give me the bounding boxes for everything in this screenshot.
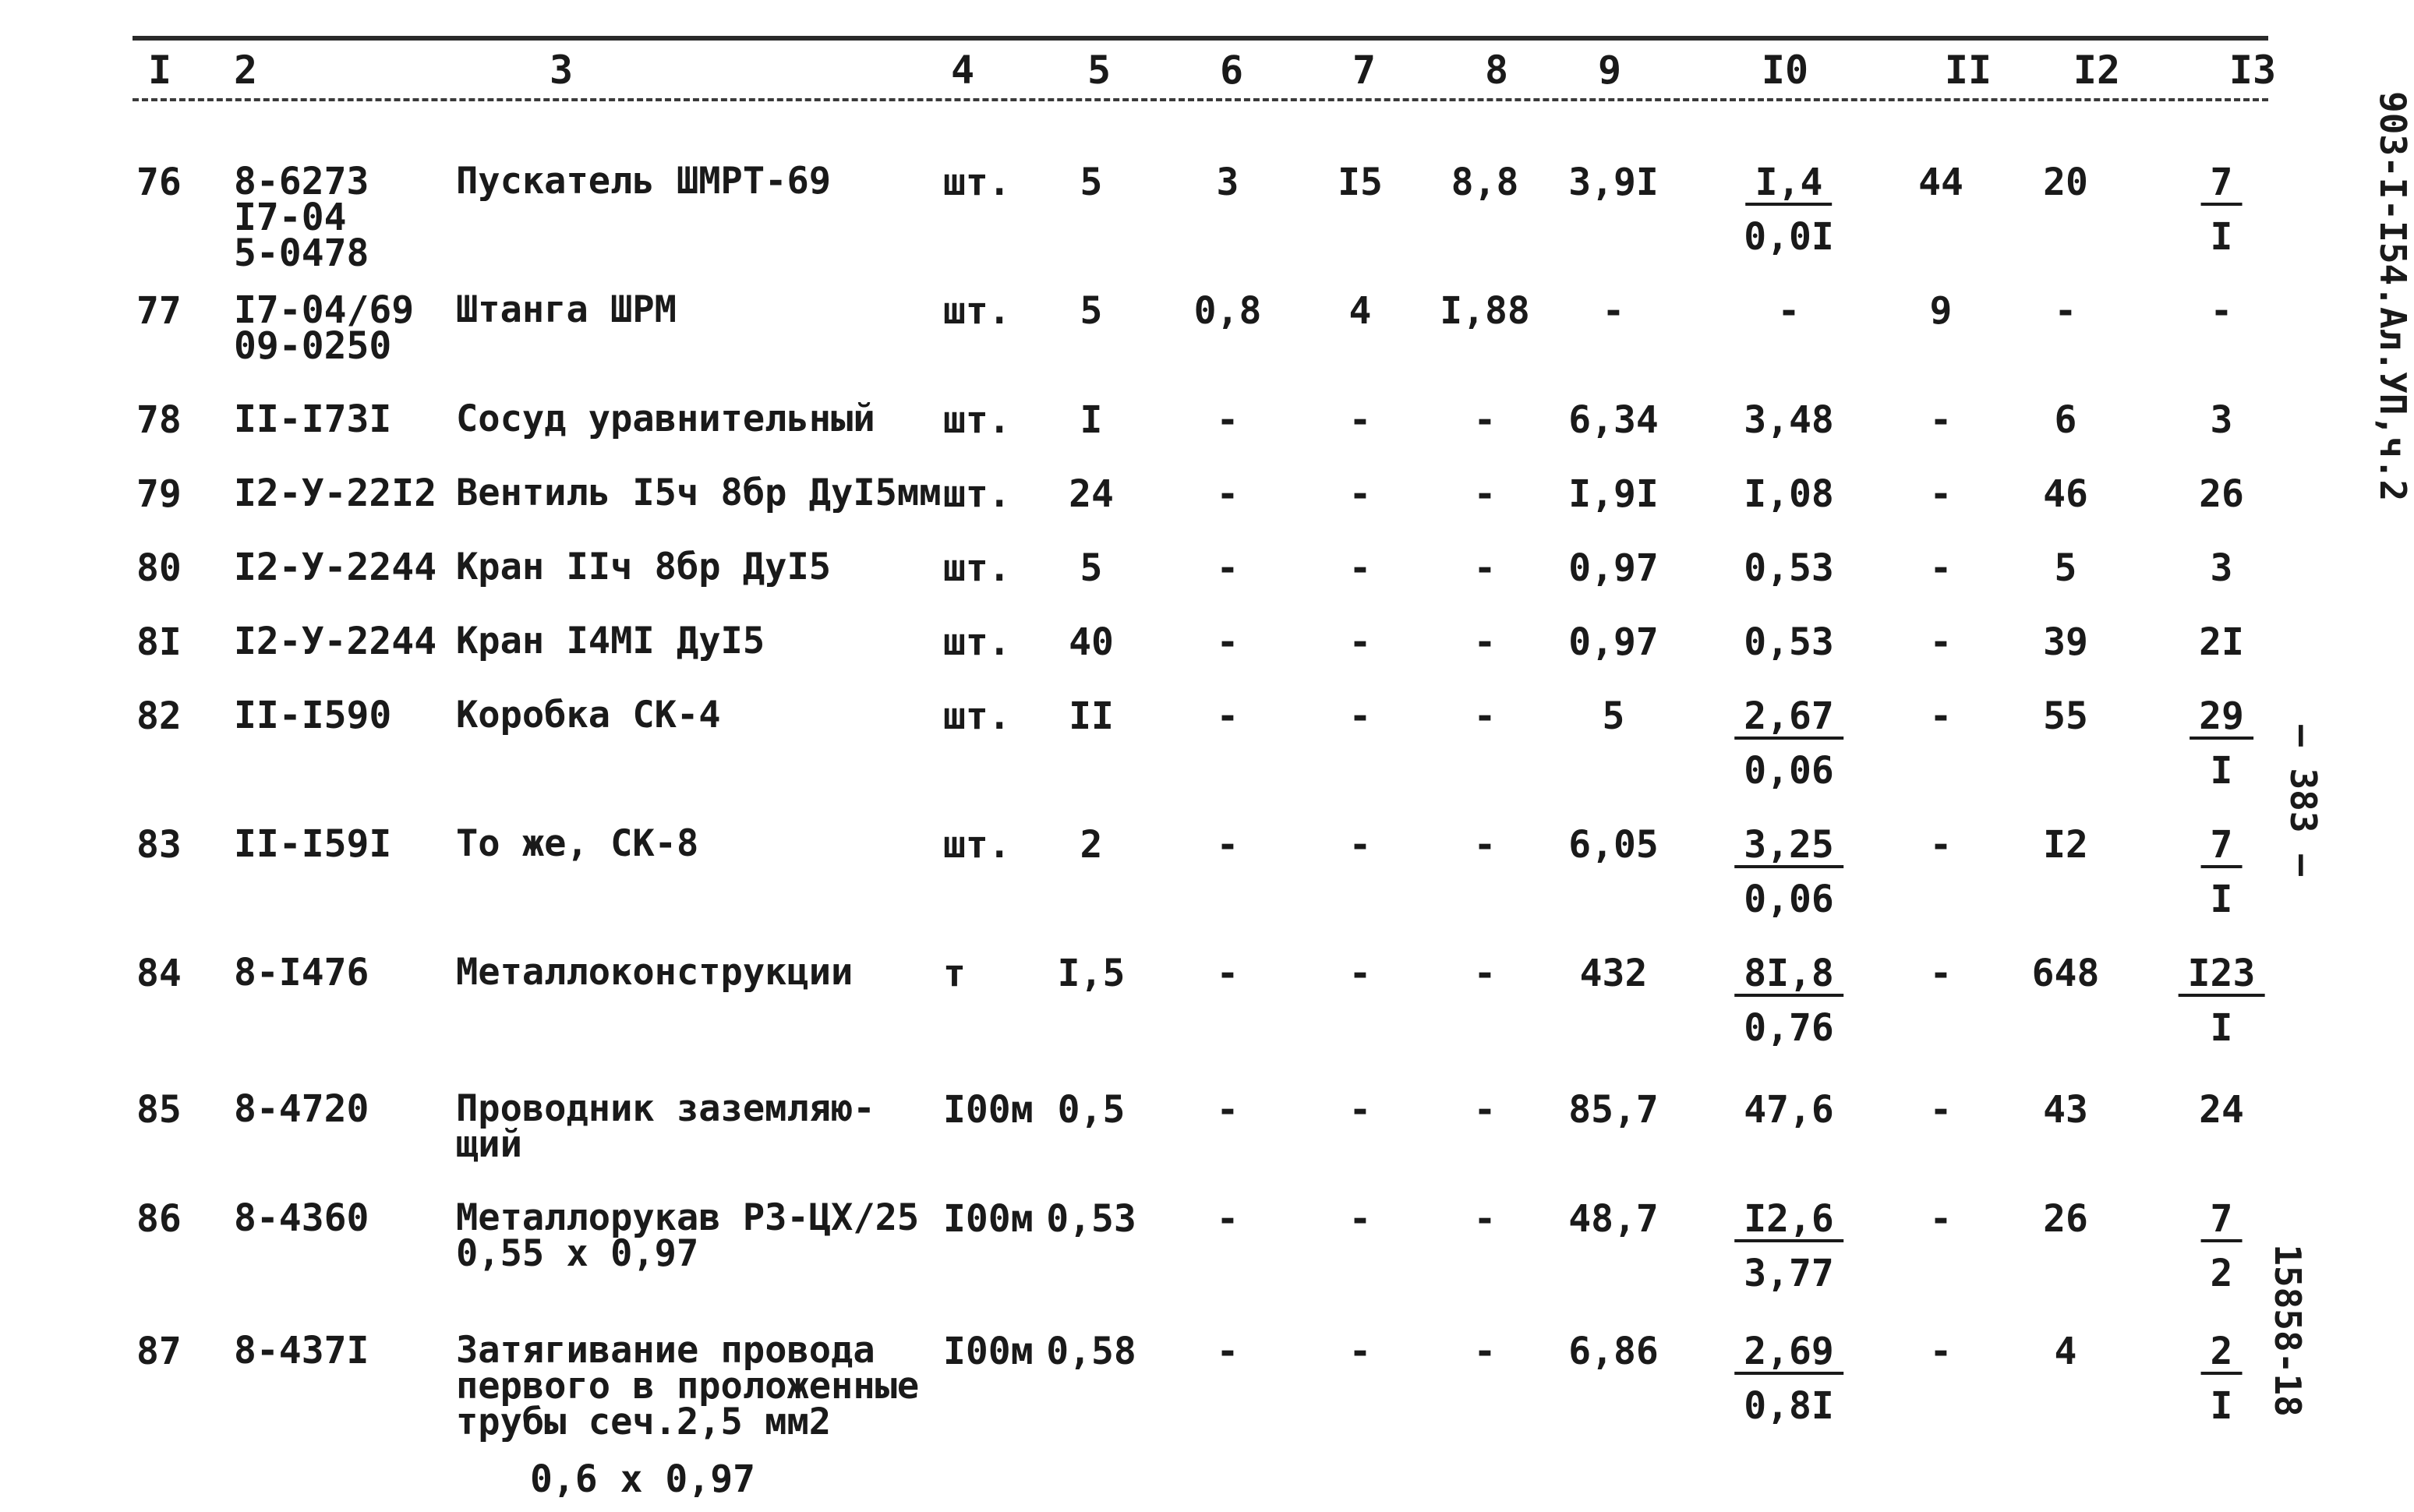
cell-c13-numerator: - [2210, 289, 2233, 333]
cell-c13 [2199, 472, 2244, 516]
cell-c7: - [1348, 694, 1372, 738]
column-header-9: 9 [1597, 48, 1622, 93]
cell-c13-denominator: I [2210, 749, 2233, 793]
cell-c6: - [1216, 546, 1239, 590]
cell-c11: - [1929, 823, 1953, 867]
cell-c9: 6,86 [1568, 1330, 1659, 1373]
cell-name: Вентиль I5ч 8бр ДуI5мм [456, 472, 942, 514]
cell-c5: 2 [1080, 823, 1103, 867]
cell-n: 86 [136, 1197, 182, 1241]
cell-c9: - [1602, 289, 1625, 333]
cell-unit: шт. [943, 823, 1011, 867]
cell-c8: - [1473, 546, 1497, 590]
cell-name: Затягивание провода первого в проложенные трубы сеч.2,5 мм2 [456, 1329, 920, 1443]
cell-c9: 432 [1579, 952, 1648, 995]
cell-c11: 44 [1918, 161, 1963, 204]
cell-c13 [2210, 398, 2233, 442]
cell-c7: - [1348, 1330, 1372, 1373]
cell-c10-numerator: 3,48 [1744, 398, 1834, 442]
cell-c8: - [1473, 398, 1497, 442]
cell-unit: т [943, 952, 966, 995]
cell-code: 8-4720 [234, 1087, 369, 1131]
cell-c12: 26 [2043, 1197, 2088, 1241]
cell-c5: I,5 [1057, 952, 1126, 995]
cell-c5: 40 [1069, 620, 1114, 664]
cell-c5: II [1069, 694, 1114, 738]
cell-name: Металлорукав РЗ-ЦХ/25 0,55 х 0,97 [456, 1196, 920, 1275]
cell-unit: шт. [943, 398, 1011, 442]
cell-c7: - [1348, 1197, 1372, 1241]
cell-c10-numerator: 3,25 [1734, 826, 1843, 868]
cell-c13 [2201, 161, 2243, 259]
cell-c9: 0,97 [1568, 620, 1659, 664]
side-document-code: 903-I-I54.Ал.УП,ч.2 [2372, 91, 2414, 502]
cell-unit: шт. [943, 289, 1011, 333]
cell-c7: - [1348, 546, 1372, 590]
cell-c11: 9 [1929, 289, 1953, 333]
cell-c8: - [1473, 952, 1497, 995]
cell-c10-numerator: 0,53 [1744, 546, 1834, 590]
cell-c6: - [1216, 694, 1239, 738]
cell-code: I2-У-2244 [234, 620, 437, 663]
cell-name: Коробка СК-4 [456, 694, 721, 737]
cell-c13 [2210, 546, 2233, 590]
cell-name: Кран I4МI ДуI5 [456, 620, 765, 662]
cell-n: 77 [136, 289, 182, 333]
cell-c11: - [1929, 546, 1953, 590]
cell-c9: 48,7 [1568, 1197, 1659, 1241]
cell-code: 8-I476 [234, 951, 369, 994]
cell-c13 [2190, 694, 2253, 793]
cell-c10 [1734, 1197, 1843, 1295]
cell-c6: - [1216, 1330, 1239, 1373]
cell-c9: I,9I [1568, 472, 1659, 516]
cell-c7: - [1348, 620, 1372, 664]
cell-c13 [2201, 1197, 2243, 1295]
cell-n: 8I [136, 620, 182, 664]
cell-unit: I00м [943, 1330, 1034, 1373]
cell-c12: 648 [2031, 952, 2100, 995]
column-header-13: I3 [2228, 48, 2277, 93]
cell-code: 8-6273 I7-04 5-0478 [234, 160, 369, 275]
cell-c10-numerator: I,4 [1746, 164, 1833, 206]
cell-c10-numerator: I,08 [1744, 472, 1834, 516]
cell-name: Пускатель ШМРТ-69 [456, 160, 832, 203]
cell-code: 8-437I [234, 1329, 369, 1372]
cell-c10 [1744, 161, 1834, 259]
cell-c10-denominator: 0,8I [1744, 1384, 1834, 1428]
cell-c13-numerator: 3 [2210, 398, 2233, 442]
cell-c10 [1734, 952, 1843, 1050]
column-header-12: I2 [2073, 48, 2121, 93]
cell-name: Кран IIч 8бр ДуI5 [456, 546, 832, 588]
cell-c10 [1734, 1330, 1843, 1428]
cell-c12: 39 [2043, 620, 2088, 664]
cell-c10 [1744, 1088, 1834, 1132]
cell-c10-numerator: 0,53 [1744, 620, 1834, 664]
cell-n: 84 [136, 952, 182, 995]
cell-n: 78 [136, 398, 182, 442]
cell-c13-numerator: 29 [2190, 698, 2253, 740]
cell-c6: - [1216, 620, 1239, 664]
cell-c12: 4 [2054, 1330, 2077, 1373]
cell-c6: - [1216, 398, 1239, 442]
side-page-mark: — 383 — [2282, 725, 2324, 876]
cell-c8: 8,8 [1451, 161, 1519, 204]
cell-n: 79 [136, 472, 182, 516]
column-header-5: 5 [1087, 48, 1112, 93]
cell-c5: 0,5 [1057, 1088, 1126, 1132]
cell-code: 8-4360 [234, 1196, 369, 1240]
cell-c11: - [1929, 1088, 1953, 1132]
cell-c8: - [1473, 1197, 1497, 1241]
cell-c10-numerator: - [1777, 289, 1801, 333]
cell-c6: - [1216, 952, 1239, 995]
cell-c6: - [1216, 1088, 1239, 1132]
cell-c10-denominator: 0,06 [1744, 878, 1834, 921]
cell-n: 76 [136, 161, 182, 204]
cell-c7: - [1348, 823, 1372, 867]
cell-unit: шт. [943, 694, 1011, 738]
cell-c10 [1744, 398, 1834, 442]
cell-c11: - [1929, 472, 1953, 516]
cell-c10-numerator: 47,6 [1744, 1088, 1834, 1132]
cell-c7: - [1348, 1088, 1372, 1132]
cell-code: I7-04/69 09-0250 [234, 288, 415, 368]
cell-c13-numerator: I23 [2179, 955, 2265, 997]
cell-c9: 85,7 [1568, 1088, 1659, 1132]
cell-c6: - [1216, 1197, 1239, 1241]
cell-name: Штанга ШРМ [456, 288, 677, 331]
cell-unit: I00м [943, 1197, 1034, 1241]
cell-c10-numerator: 8I,8 [1734, 955, 1843, 997]
cell-c9: 0,97 [1568, 546, 1659, 590]
top-rule [133, 36, 2268, 41]
cell-c6: 0,8 [1193, 289, 1262, 333]
cell-c10 [1744, 472, 1834, 516]
cell-unit: шт. [943, 472, 1011, 516]
cell-c8: - [1473, 694, 1497, 738]
cell-c9: 6,05 [1568, 823, 1659, 867]
cell-c13 [2199, 1088, 2244, 1132]
cell-c12: 5 [2054, 546, 2077, 590]
cell-c13-numerator: 7 [2201, 826, 2243, 868]
cell-c13-denominator: I [2210, 215, 2233, 259]
cell-c13-numerator: 7 [2201, 1200, 2243, 1242]
cell-c6: - [1216, 472, 1239, 516]
cell-c13-denominator: I [2210, 878, 2233, 921]
cell-c11: - [1929, 694, 1953, 738]
cell-c12: 43 [2043, 1088, 2088, 1132]
cell-c10-numerator: 2,69 [1734, 1333, 1843, 1375]
cell-c13-denominator: I [2210, 1384, 2233, 1428]
cell-c13-numerator: 3 [2210, 546, 2233, 590]
column-header-10: I0 [1761, 48, 1809, 93]
cell-code: I2-У-2244 [234, 546, 437, 589]
cell-n: 87 [136, 1330, 182, 1373]
cell-unit: шт. [943, 620, 1011, 664]
cell-c9: 6,34 [1568, 398, 1659, 442]
cell-c13 [2179, 952, 2265, 1050]
cell-c13-numerator: 2 [2201, 1333, 2243, 1375]
column-header-3: 3 [549, 48, 574, 93]
cell-c7: I5 [1338, 161, 1383, 204]
cell-n: 82 [136, 694, 182, 738]
side-stamp: 15858-18 [2267, 1244, 2309, 1417]
cell-c5: I [1080, 398, 1103, 442]
cell-unit: I00м [943, 1088, 1034, 1132]
cell-c6: 3 [1216, 161, 1239, 204]
cell-c10 [1744, 620, 1834, 664]
cell-c13 [2210, 289, 2233, 333]
cell-c5: 0,58 [1046, 1330, 1136, 1373]
cell-code: I2-У-22I2 [234, 472, 437, 515]
cell-name: Проводник заземляю- щий [456, 1087, 875, 1166]
cell-c11: - [1929, 1330, 1953, 1373]
cell-c8: - [1473, 823, 1497, 867]
cell-c10-denominator: 0,0I [1744, 215, 1834, 259]
cell-unit: шт. [943, 546, 1011, 590]
cell-c11: - [1929, 952, 1953, 995]
cell-c9: 3,9I [1568, 161, 1659, 204]
cell-c13-numerator: 7 [2201, 164, 2243, 206]
cell-n: 83 [136, 823, 182, 867]
cell-c12: 55 [2043, 694, 2088, 738]
cell-c5: 5 [1080, 546, 1103, 590]
cell-c10 [1734, 694, 1843, 793]
cell-name: То же, СК-8 [456, 822, 699, 865]
cell-c10-numerator: I2,6 [1734, 1200, 1843, 1242]
cell-c8: I,88 [1440, 289, 1530, 333]
cell-c5: 5 [1080, 289, 1103, 333]
cell-c10-denominator: 0,06 [1744, 749, 1834, 793]
cell-c5: 5 [1080, 161, 1103, 204]
cell-code: II-I590 [234, 694, 392, 737]
cell-c13-denominator: I [2210, 1006, 2233, 1050]
cell-c6: - [1216, 823, 1239, 867]
cell-c13 [2201, 823, 2243, 921]
cell-c7: 4 [1348, 289, 1372, 333]
cell-c7: - [1348, 472, 1372, 516]
cell-code: II-I73I [234, 397, 392, 441]
cell-c9: 5 [1602, 694, 1625, 738]
column-header-7: 7 [1352, 48, 1377, 93]
column-header-1: I [147, 48, 172, 93]
cell-c13-numerator: 2I [2199, 620, 2244, 664]
cell-c12: - [2054, 289, 2077, 333]
cell-c10-numerator: 2,67 [1734, 698, 1843, 740]
cell-c8: - [1473, 472, 1497, 516]
cell-c10 [1734, 823, 1843, 921]
cell-c10-denominator: 0,76 [1744, 1006, 1834, 1050]
column-header-8: 8 [1484, 48, 1509, 93]
cell-c13-denominator: 2 [2210, 1252, 2233, 1295]
column-header-2: 2 [233, 48, 258, 93]
cell-c7: - [1348, 398, 1372, 442]
cell-c12: I2 [2043, 823, 2088, 867]
cell-c8: - [1473, 1088, 1497, 1132]
cell-c11: - [1929, 620, 1953, 664]
cell-code: II-I59I [234, 822, 392, 866]
cell-c8: - [1473, 1330, 1497, 1373]
cell-name-extra: 0,6 х 0,97 [530, 1457, 755, 1501]
cell-name: Металлоконструкции [456, 951, 854, 994]
cell-c11: - [1929, 1197, 1953, 1241]
cell-c8: - [1473, 620, 1497, 664]
cell-name: Сосуд уравнительный [456, 397, 875, 440]
cell-c7: - [1348, 952, 1372, 995]
cell-n: 80 [136, 546, 182, 590]
cell-n: 85 [136, 1088, 182, 1132]
cell-c13 [2199, 620, 2244, 664]
cell-c5: 0,53 [1046, 1197, 1136, 1241]
header-rule [133, 98, 2268, 101]
cell-c13-numerator: 26 [2199, 472, 2244, 516]
cell-c10 [1777, 289, 1801, 333]
cell-c12: 46 [2043, 472, 2088, 516]
cell-unit: шт. [943, 161, 1011, 204]
column-header-6: 6 [1219, 48, 1244, 93]
column-header-4: 4 [950, 48, 975, 93]
cell-c12: 6 [2054, 398, 2077, 442]
cell-c13 [2201, 1330, 2243, 1428]
cell-c10 [1744, 546, 1834, 590]
cell-c5: 24 [1069, 472, 1114, 516]
column-header-11: II [1944, 48, 1992, 93]
cell-c11: - [1929, 398, 1953, 442]
cell-c12: 20 [2043, 161, 2088, 204]
cell-c10-denominator: 3,77 [1744, 1252, 1834, 1295]
cell-c13-numerator: 24 [2199, 1088, 2244, 1132]
